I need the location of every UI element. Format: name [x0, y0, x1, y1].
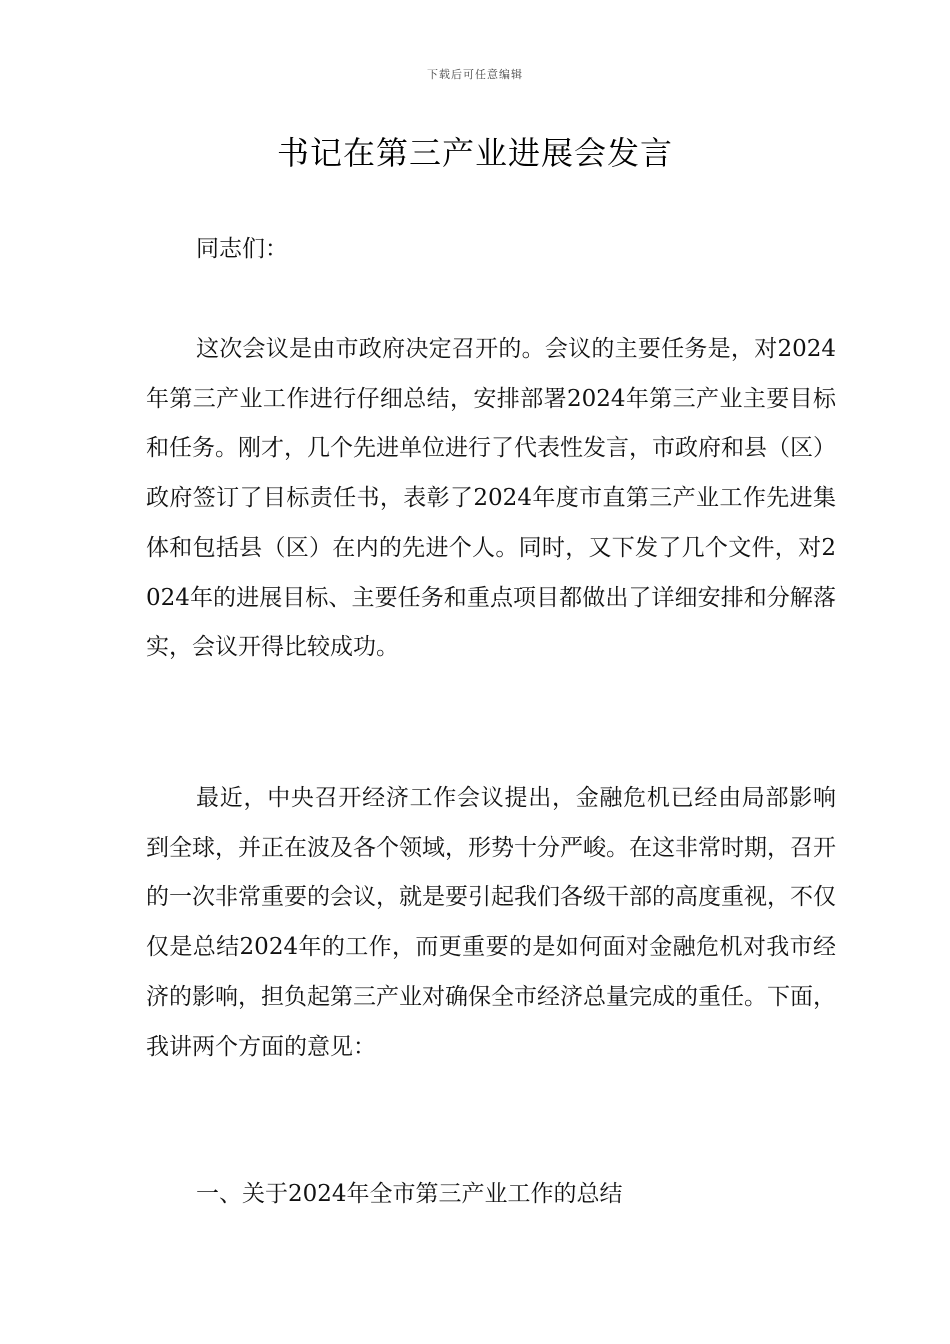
section-heading: 一、关于2024年全市第三产业工作的总结 — [196, 1181, 623, 1207]
document-title: 书记在第三产业进展会发言 — [276, 134, 673, 172]
salutation: 同志们： — [196, 236, 288, 262]
paragraph-1: 这次会议是由市政府决定召开的。会议的主要任务是，对2024年第三产业工作进行仔细总结，安排部署2024年第三产业主要目标和任务。刚才，几个先进单位进行了代表性发言，市政府和县（区）政府签订了目标责任书，表彰了2024年度市直第三产业工作先进集体和包括县（区）在内的先进个人。同时，又下发了几个文件，对2024年的进展目标、主要任务和重点项目都做出了详细安排和分解落实，会议开得比较成功。 — [146, 336, 836, 661]
paragraph-2: 最近，中央召开经济工作会议提出，金融危机已经由局部影响到全球，并正在波及各个领域，形势十分严峻。在这非常时期，召开的一次非常重要的会议，就是要引起我们各级干部的高度重视，不仅仅是总结2024年的工作，而更重要的是如何面对金融危机对我市经济的影响，担负起第三产业对确保全市经济总量完成的重任。下面，我讲两个方面的意见： — [146, 785, 836, 1060]
header-note: 下载后可任意编辑 — [427, 68, 523, 81]
